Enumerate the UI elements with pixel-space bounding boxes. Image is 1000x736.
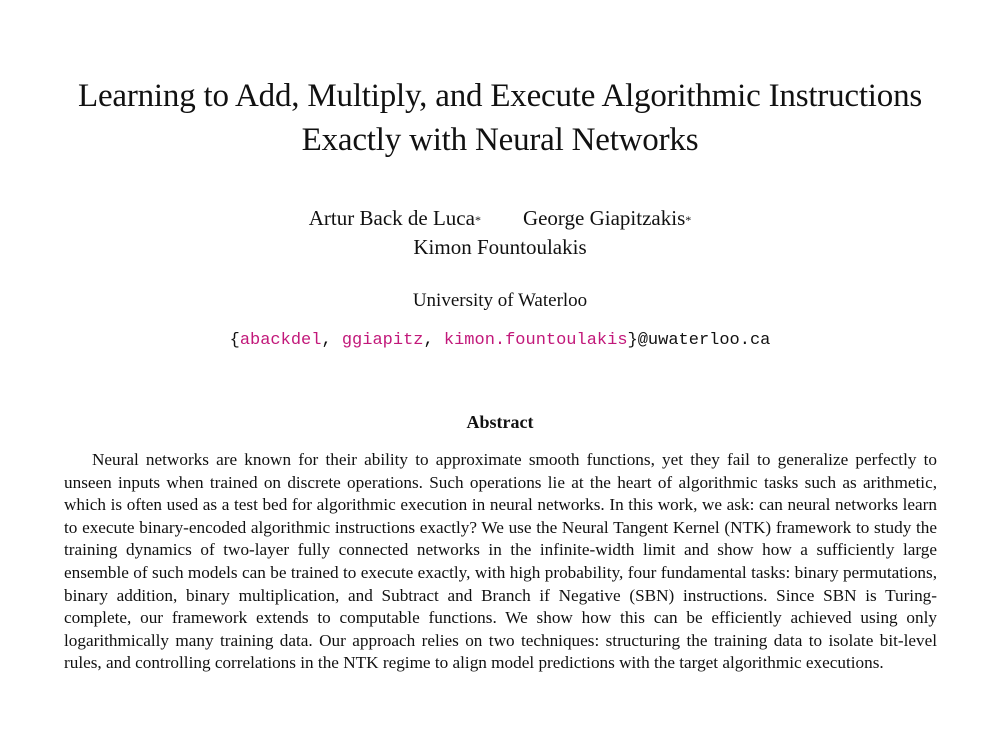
equal-contribution-mark: *	[474, 213, 481, 227]
author-name: Artur Back de Luca	[308, 206, 475, 230]
email-separator: ,	[423, 331, 444, 350]
abstract-heading: Abstract	[466, 412, 534, 432]
email-link[interactable]: abackdel	[239, 331, 322, 350]
author-emails	[0, 329, 1000, 353]
title-line-1: Learning to Add, Multiply, and Execute Algorithmic Instructions	[77, 78, 923, 114]
author-name: George Giapitzakis	[522, 206, 686, 230]
affiliation: University of Waterloo	[412, 290, 588, 311]
email-domain: }@uwaterloo.ca	[627, 331, 771, 350]
title-line-2: Exactly with Neural Networks	[301, 122, 699, 158]
author-block	[0, 204, 1000, 262]
email-link[interactable]: ggiapitz	[341, 331, 424, 350]
equal-contribution-mark: *	[685, 213, 692, 227]
email-separator: ,	[321, 331, 342, 350]
author-name: Kimon Fountoulakis	[413, 235, 587, 259]
paper-title	[0, 74, 1000, 162]
author-row-1	[0, 204, 1000, 233]
abstract-text: Neural networks are known for their ability to approximate smooth functions, yet they fail to generalize perfectly to unseen inputs when trained on discrete operations. Such operations lie at the heart of algorithmic tasks such as arithmetic, which is often used as a test bed for algorithmic execution in neural networks. In this work, we ask: can neural networks learn to execute binary-encoded algorithmic instructions exactly? We use the Neural Tangent Kernel (NTK) framework to study the training dynamics of two-layer fully connected networks in the infinite-width limit and show how a sufficiently large ensemble of such models can be trained to execute exactly, with high probability, four fundamental tasks: binary permutations, binary addition, binary multiplication, and Subtract and Branch if Negative (SBN) instructions. Since SBN is Turing-complete, our framework extends to computable functions. We show how this can be efficiently achieved using only logarithmically many training data. Our approach relies on two techniques: structuring the training data to isolate bit-level rules, and controlling correlations in the NTK regime to align model predictions with the target algorithmic executions.	[64, 450, 937, 673]
email-link[interactable]: kimon.fountoulakis	[443, 331, 628, 350]
email-open-brace: {	[229, 331, 240, 350]
author-row-2	[0, 233, 1000, 262]
